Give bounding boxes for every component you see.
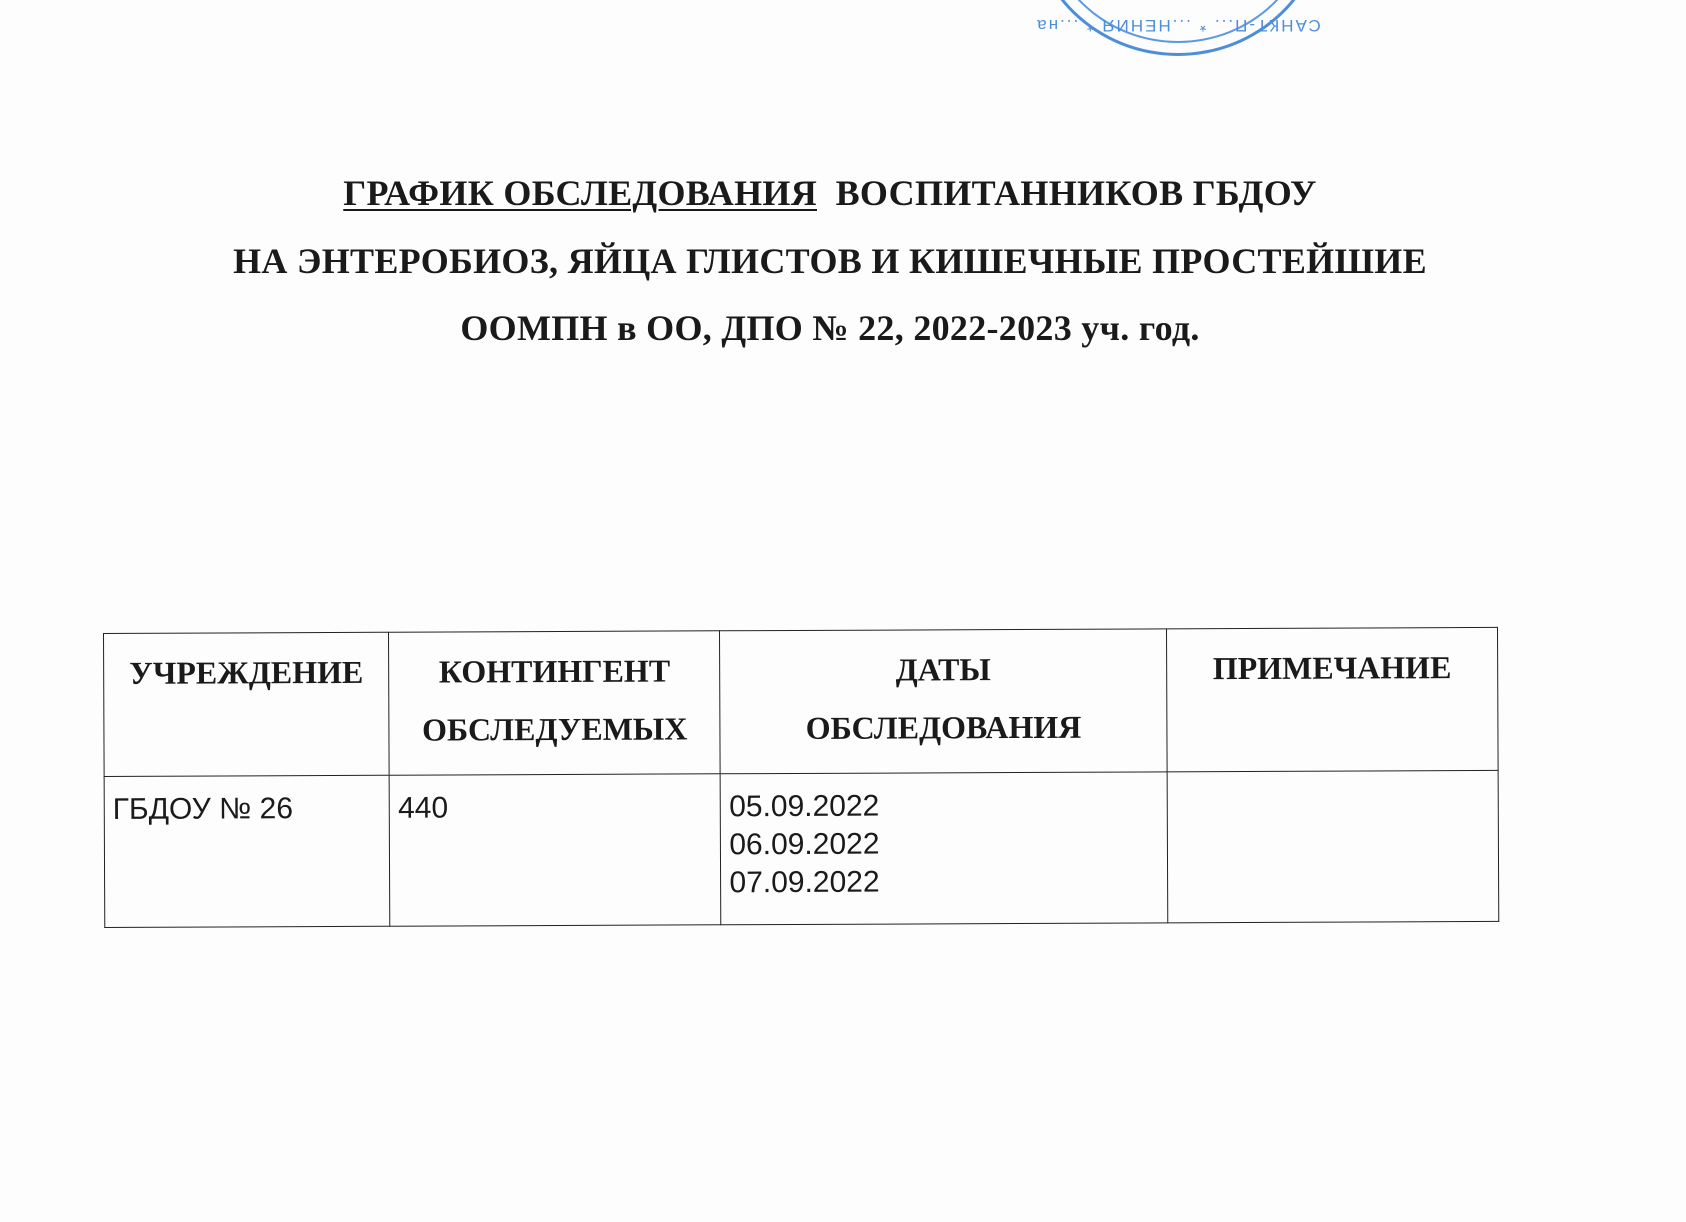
header-label: ОБСЛЕДУЕМЫХ [422,710,688,748]
header-label: ПРИМЕЧАНИЕ [1212,649,1452,687]
header-label: КОНТИНГЕНТ [438,652,671,690]
header-label: ДАТЫ [895,651,991,688]
cell-dates [721,772,1168,925]
header-dates [720,629,1167,774]
title-rest-part: ВОСПИТАННИКОВ ГБДОУ [835,173,1317,213]
date-item: 07.09.2022 [729,865,880,900]
stamp-text: САНКТ-П... * ...НЕНИЯ * ...на [1035,16,1321,35]
official-stamp [1030,0,1326,56]
table-row [104,770,1499,927]
cell-note [1167,770,1499,922]
table-header-row [104,627,1499,776]
schedule-table [103,627,1499,928]
document-title-line-1 [0,172,1660,214]
header-label: УЧРЕЖДЕНИЕ [129,653,364,691]
cell-contingent: 440 [389,774,721,926]
document-title-line-3: ООМПН в ОО, ДПО № 22, 2022-2023 уч. год. [460,308,1200,348]
date-item: 06.09.2022 [729,827,880,862]
document-title-line-2: НА ЭНТЕРОБИОЗ, ЯЙЦА ГЛИСТОВ И КИШЕЧНЫЕ ПРОСТЕЙШИЕ [233,241,1427,281]
cell-institution: ГБДОУ № 26 [104,775,390,927]
header-label: ОБСЛЕДОВАНИЯ [805,708,1082,746]
title-underlined-part: ГРАФИК ОБСЛЕДОВАНИЯ [343,173,818,213]
date-item: 05.09.2022 [729,789,880,824]
header-contingent [389,631,721,775]
header-institution [104,632,390,776]
header-note [1166,627,1498,771]
